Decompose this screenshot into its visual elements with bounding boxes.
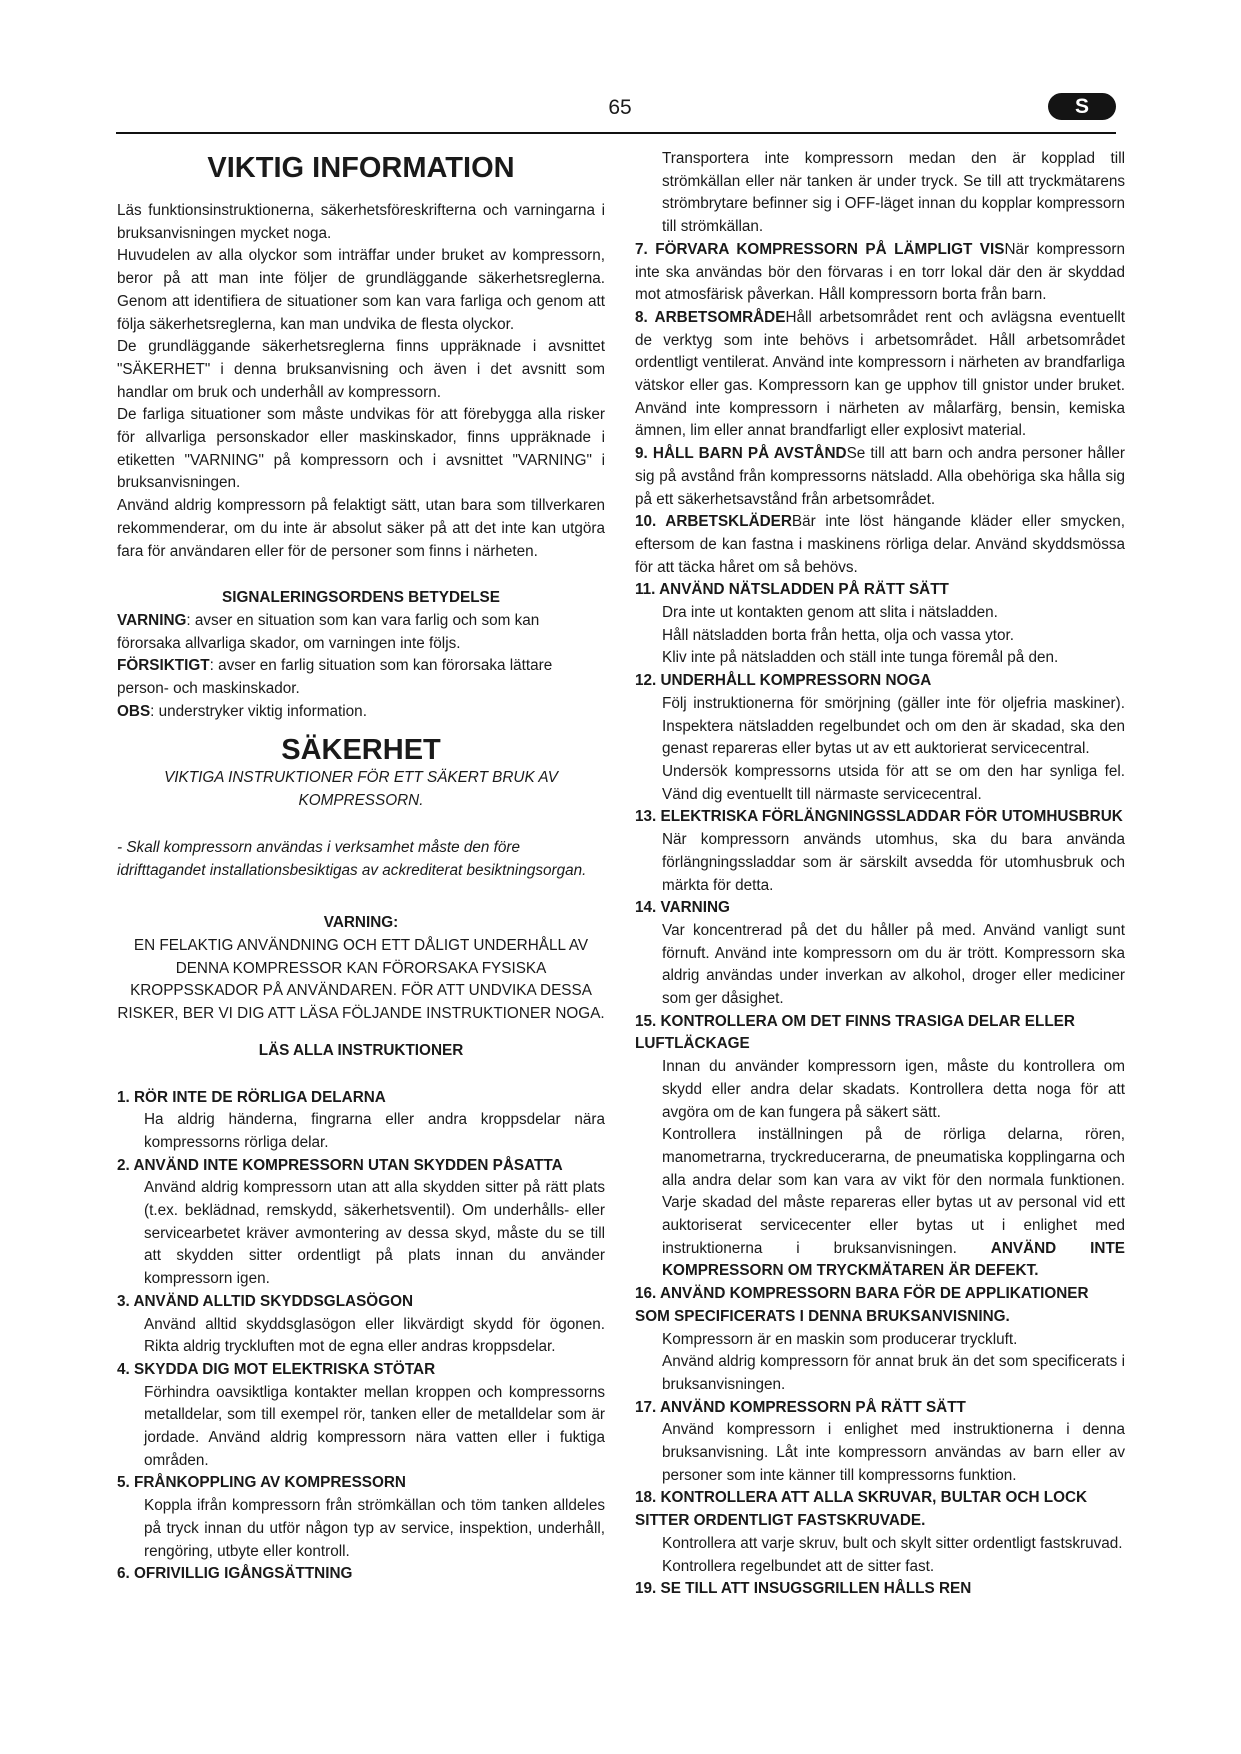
header-rule: [116, 132, 1116, 134]
rule-title: 13. ELEKTRISKA FÖRLÄNGNINGSSLADDAR FÖR UTOMHUSBRUK: [635, 808, 1123, 826]
rule-body: Kliv inte på nätsladden och ställ inte tunga föremål på den.: [662, 649, 1059, 667]
signal-forsiktigt: FÖRSIKTIGT: avser en farlig situation som kan förorsaka lättare person- och maskinskador.: [117, 657, 553, 698]
rule-title: 12. UNDERHÅLL KOMPRESSORN NOGA: [635, 672, 932, 690]
intro-paragraph: De farliga situationer som måste undvikas för att förebygga alla risker för allvarliga personskador eller maskinskador, finns uppräknade i etiketten "VARNING" på kompressorn och i avsnittet "VARNING" i bruksanvisningen.: [117, 406, 605, 492]
safety-subtitle: VIKTIGA INSTRUKTIONER FÖR ETT SÄKERT BRUK AV KOMPRESSORN.: [164, 769, 558, 810]
title-viktig-information: VIKTIG INFORMATION: [207, 152, 515, 184]
warning-text: EN FELAKTIG ANVÄNDNING OCH ETT DÅLIGT UNDERHÅLL AV DENNA KOMPRESSOR KAN FÖRORSAKA FYSISKA KROPPSSKADOR PÅ ANVÄNDAREN. FÖR ATT UNDVIKA DESSA RISKER, BER VI DIG ATT LÄSA FÖLJANDE INSTRUKTIONER NOGA.: [117, 936, 605, 1023]
rule-body: Kontrollera inställningen på de rörliga delarna, rören, manometrarna, tryckreducerarna, de pneumatiska kopplingarna och alla andra delar som kan vara av vikt för den normala funktionen. Varje skadad del måste repareras eller bytas ut av personal vid ett auktoriserat servicecenter eller bytas ut i enlighet med instruktionerna i bruksanvisningen. ANVÄND INTE KOMPRESSORN OM TRYCKMÄTAREN ÄR DEFEKT.: [662, 1126, 1125, 1280]
rule-body: Kontrollera att varje skruv, bult och skylt sitter ordentligt fastskruvad.: [662, 1534, 1123, 1552]
signal-obs: OBS: understryker viktig information.: [117, 702, 367, 720]
rule-body: Använd alltid skyddsglasögon eller likvärdigt skydd för ögonen. Rikta aldrig tryckluften mot de egna eller andras kroppsdelar.: [144, 1315, 605, 1356]
rule-body: Använd aldrig kompressorn utan att alla skydden sitter på rätt plats (t.ex. beklädnad, remskydd, säkerhetsventil). Om underhålls- eller servicearbetet kräver avmontering av dessa skyd, måste du se till att skydden sitter ordentligt på plats innan du använder kompressorn igen.: [144, 1179, 605, 1288]
rule-body: Koppla ifrån kompressorn från strömkällan och töm tanken alldeles på tryck innan du utför någon typ av service, inspektion, underhåll, rengöring, utbyte eller kontroll.: [144, 1497, 605, 1560]
language-badge: S: [1048, 93, 1116, 120]
rule-10: 10. ARBETSKLÄDERBär inte löst hängande kläder eller smycken, eftersom de kan fastna i maskinens rörliga delar. Använd skyddsmössa för att täcka håret om så behövs.: [635, 513, 1125, 576]
rule-title: 3. ANVÄND ALLTID SKYDDSGLASÖGON: [117, 1292, 414, 1310]
title-sakerhet: SÄKERHET: [281, 734, 441, 767]
rule-title: 17. ANVÄND KOMPRESSORN PÅ RÄTT SÄTT: [635, 1398, 966, 1416]
rule-title: 5. FRÅNKOPPLING AV KOMPRESSORN: [117, 1474, 406, 1492]
rule-title: 1. RÖR INTE DE RÖRLIGA DELARNA: [117, 1088, 386, 1106]
signal-varning: VARNING: avser en situation som kan vara farlig och som kan förorsaka allvarliga skador, om varningen inte följs.: [117, 611, 540, 652]
safety-note: - Skall kompressorn användas i verksamhet måste den före idrifttagandet installationsbesiktigas av ackrediterat besiktningsorgan.: [117, 838, 587, 879]
right-column: [635, 148, 1125, 1601]
rule-body: Ha aldrig händerna, fingrarna eller andra kroppsdelar nära kompressorns rörliga delar.: [144, 1111, 605, 1151]
rule-6-body: Transportera inte kompressorn medan den är kopplad till strömkällan eller när tanken är under tryck. Se till att tryckmätarens strömbrytare befinner sig i OFF-läget innan du kopplar kompressorn till strömkällan.: [662, 150, 1125, 236]
rule-title: 19. SE TILL ATT INSUGSGRILLEN HÅLLS REN: [635, 1580, 972, 1598]
left-column: [117, 148, 605, 1586]
rule-title: 11. ANVÄND NÄTSLADDEN PÅ RÄTT SÄTT: [635, 581, 949, 599]
rule-body: Kompressorn är en maskin som producerar tryckluft.: [662, 1330, 1018, 1348]
intro-paragraph: Läs funktionsinstruktionerna, säkerhetsföreskrifterna och varningarna i bruksanvisningen mycket noga.: [117, 202, 605, 242]
rule-body: Innan du använder kompressorn igen, måste du kontrollera om skydd eller andra delar skadats. Kontrollera detta noga för att avgöra om de kan fungera på säkert sätt.: [662, 1058, 1125, 1121]
rule-title: 6. OFRIVILLIG IGÅNGSÄTTNING: [117, 1565, 353, 1583]
rule-body: Dra inte ut kontakten genom att slita i nätsladden.: [662, 604, 998, 622]
rule-body: När kompressorn används utomhus, ska du bara använda förlängningssladdar som är särskilt avsedda för utomhusbruk och märkta för detta.: [662, 831, 1125, 894]
rule-title: 16. ANVÄND KOMPRESSORN BARA FÖR DE APPLIKATIONER SOM SPECIFICERATS I DENNA BRUKSANVISNING.: [635, 1285, 1089, 1325]
rule-7: 7. FÖRVARA KOMPRESSORN PÅ LÄMPLIGT VISNär kompressorn inte ska användas bör den förvaras i en torr lokal där den är skyddad mot atmosfärisk påverkan. Håll kompressorn borta från barn.: [635, 240, 1125, 304]
intro-paragraph: De grundläggande säkerhetsreglerna finns uppräknade i avsnittet "SÄKERHET" i denna bruksanvisning och även i det avsnitt som handlar om bruk och underhåll av kompressorn.: [117, 338, 605, 401]
rule-body: Följ instruktionerna för smörjning (gäller inte för oljefria maskiner). Inspektera nätsladden regelbundet och om den är skadad, ska den genast repareras eller bytas ut av ett auktorierat servicecentral.: [662, 694, 1125, 758]
rule-body: Undersök kompressorns utsida för att se om den har synliga fel. Vänd dig eventuellt till närmaste servicecentral.: [662, 762, 1125, 803]
rule-title: 2. ANVÄND INTE KOMPRESSORN UTAN SKYDDEN PÅSATTA: [117, 1156, 563, 1174]
rule-body: Använd aldrig kompressorn för annat bruk än det som specificerats i bruksanvisningen.: [662, 1353, 1125, 1393]
rule-title: 18. KONTROLLERA ATT ALLA SKRUVAR, BULTAR OCH LOCK SITTER ORDENTLIGT FASTSKRUVADE.: [635, 1489, 1088, 1530]
warning-heading: VARNING:: [323, 914, 399, 932]
rule-body: Håll nätsladden borta från hetta, olja och vassa ytor.: [662, 626, 1015, 644]
rule-9: 9. HÅLL BARN PÅ AVSTÅNDSe till att barn och andra personer håller sig på avstånd från kompressorns nätsladd. Alla obehöriga ska hålla sig på ett säkerhetsavstånd från arbetsområdet.: [635, 445, 1125, 508]
page-number: 65: [608, 96, 632, 119]
rule-title: 14. VARNING: [635, 899, 730, 917]
read-all-instructions: LÄS ALLA INSTRUKTIONER: [258, 1041, 464, 1059]
intro-paragraph: Huvudelen av alla olyckor som inträffar under bruket av kompressorn, beror på att man inte följer de grundläggande säkerhetsreglerna. Genom att identifiera de situationer som kan vara farliga och genom att följa säkerhetsreglerna, kan man undvika de flesta olyckor.: [117, 247, 605, 333]
rule-body: Kontrollera regelbundet att de sitter fast.: [662, 1557, 935, 1575]
rule-body: Var koncentrerad på det du håller på med. Använd vanligt sunt förnuft. Använd inte kompressorn om du är trött. Kompressorn ska aldrig användas under inverkan av alkohol, droger eller mediciner som ger dåsighet.: [662, 921, 1125, 1008]
signal-words-heading: SIGNALERINGSORDENS BETYDELSE: [222, 589, 500, 607]
rule-8: 8. ARBETSOMRÅDEHåll arbetsområdet rent och avlägsna eventuellt de verktyg som inte behövs i arbetsområdet. Håll arbetsområdet ordentligt ventilerat. Använd inte kompressorn i närheten av brandfarliga vätskor eller gas. Kompressorn kan ge upphov till gnistor under bruket. Använd inte kompressorn i närheten av målarfärg, bensin, kemiska ämnen, lim eller annat brandfarligt eller explosivt material.: [635, 308, 1125, 440]
rule-body: Förhindra oavsiktliga kontakter mellan kroppen och kompressorns metalldelar, som till exempel rör, tanken eller de metalldelar som är jordade. Använd aldrig kompressorn nära vatten eller i fuktiga områden.: [144, 1383, 605, 1469]
rule-body: Använd kompressorn i enlighet med instruktionerna i denna bruksanvisning. Låt inte kompressorn användas av barn eller av personer som inte känner till kompressorns funktion.: [662, 1421, 1125, 1484]
intro-paragraph: Använd aldrig kompressorn på felaktigt sätt, utan bara som tillverkaren rekommenderar, om du inte är absolut säker på att det inte kan utgöra fara för användaren eller för de personer som finns i närheten.: [117, 497, 605, 560]
rule-title: 4. SKYDDA DIG MOT ELEKTRISKA STÖTAR: [117, 1360, 436, 1378]
rule-title: 15. KONTROLLERA OM DET FINNS TRASIGA DELAR ELLER LUFTLÄCKAGE: [635, 1012, 1075, 1053]
